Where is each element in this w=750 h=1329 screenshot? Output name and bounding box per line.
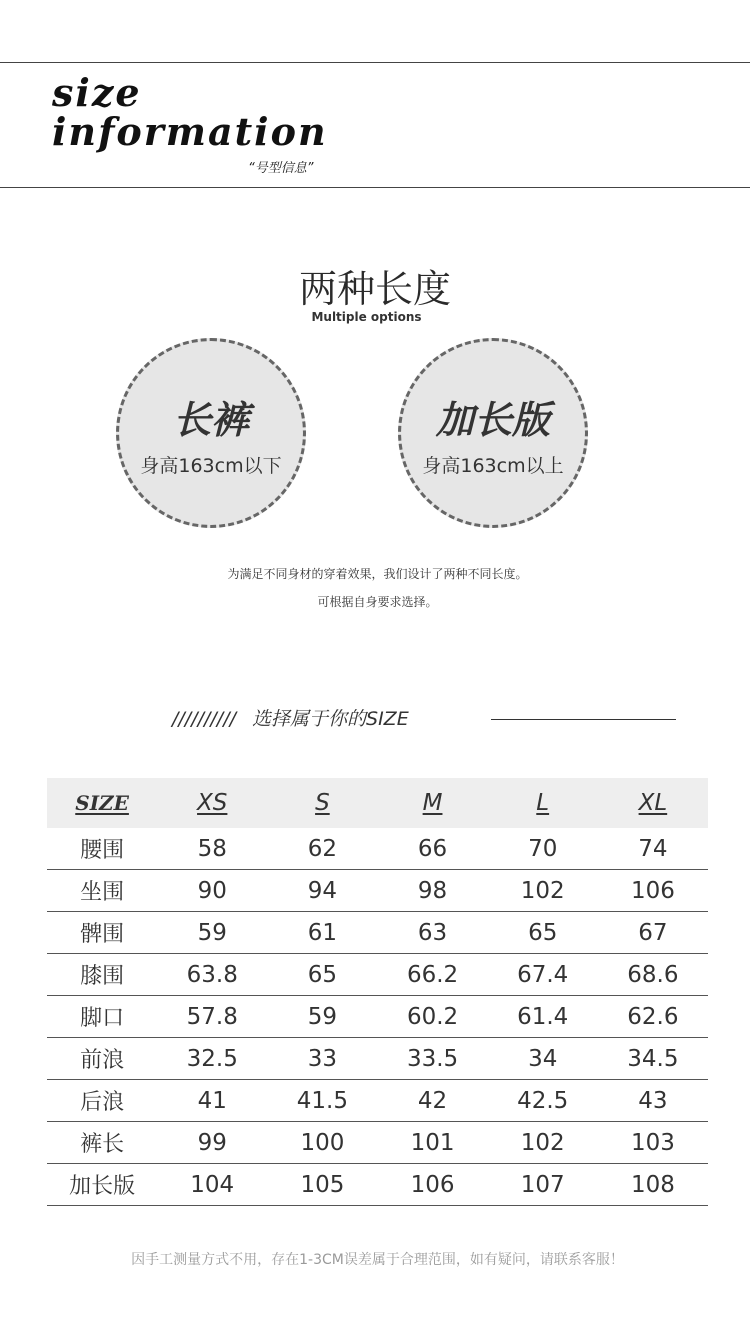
table-row: [47, 828, 708, 870]
size-table: [47, 778, 708, 1206]
table-cell: 脚口: [47, 996, 157, 1038]
table-cell: 后浪: [47, 1080, 157, 1122]
column-header: M: [377, 778, 487, 828]
table-cell: 33.5: [377, 1038, 487, 1080]
table-cell: 60.2: [377, 996, 487, 1038]
header-top-rule: [0, 62, 750, 63]
table-cell: 98: [377, 870, 487, 912]
table-row: [47, 996, 708, 1038]
table-cell: 62: [267, 828, 377, 870]
table-cell: 65: [488, 912, 598, 954]
table-cell: 57.8: [157, 996, 267, 1038]
table-cell: 100: [267, 1122, 377, 1164]
table-row: [47, 870, 708, 912]
table-row: [47, 954, 708, 996]
table-cell: 106: [377, 1164, 487, 1206]
table-row: [47, 1038, 708, 1080]
table-cell: 74: [598, 828, 708, 870]
table-row: [47, 912, 708, 954]
table-cell: 103: [598, 1122, 708, 1164]
table-header-row: [47, 778, 708, 828]
table-cell: 42.5: [488, 1080, 598, 1122]
table-cell: 94: [267, 870, 377, 912]
table-row: [47, 1164, 708, 1206]
footer-disclaimer: 因手工测量方式不用，存在1-3CM误差属于合理范围，如有疑问，请联系客服！: [131, 1252, 624, 1268]
table-cell: 坐围: [47, 870, 157, 912]
pick-size-label: 选择属于你的SIZE: [252, 708, 409, 730]
table-cell: 101: [377, 1122, 487, 1164]
table-cell: 58: [157, 828, 267, 870]
brand-line2: information: [52, 109, 328, 154]
table-cell: 42: [377, 1080, 487, 1122]
decorative-slashes: //////////: [172, 708, 237, 730]
header-bottom-rule: [0, 187, 750, 188]
column-header: S: [267, 778, 377, 828]
table-cell: 34: [488, 1038, 598, 1080]
option-desc: 身高163cm以下: [140, 455, 282, 477]
table-cell: 膝围: [47, 954, 157, 996]
options-note-line2: 可根据自身要求选择。: [317, 595, 438, 609]
table-cell: 65: [267, 954, 377, 996]
option-circle-regular: [116, 338, 306, 528]
table-cell: 33: [267, 1038, 377, 1080]
table-row: [47, 1122, 708, 1164]
table-cell: 裤长: [47, 1122, 157, 1164]
pick-size-rule: [491, 719, 676, 720]
table-cell: 107: [488, 1164, 598, 1206]
table-cell: 髀围: [47, 912, 157, 954]
table-cell: 90: [157, 870, 267, 912]
table-cell: 63.8: [157, 954, 267, 996]
table-cell: 102: [488, 870, 598, 912]
table-cell: 106: [598, 870, 708, 912]
table-cell: 59: [157, 912, 267, 954]
table-cell: 63: [377, 912, 487, 954]
option-name: 加长版: [435, 398, 550, 442]
table-cell: 腰围: [47, 828, 157, 870]
table-cell: 68.6: [598, 954, 708, 996]
table-cell: 加长版: [47, 1164, 157, 1206]
table-cell: 102: [488, 1122, 598, 1164]
table-cell: 67.4: [488, 954, 598, 996]
table-cell: 34.5: [598, 1038, 708, 1080]
option-circle-long: [398, 338, 588, 528]
option-desc: 身高163cm以上: [422, 455, 564, 477]
table-cell: 105: [267, 1164, 377, 1206]
table-cell: 104: [157, 1164, 267, 1206]
table-cell: 62.6: [598, 996, 708, 1038]
column-header: L: [488, 778, 598, 828]
table-cell: 108: [598, 1164, 708, 1206]
table-row: [47, 1080, 708, 1122]
options-note-line1: 为满足不同身材的穿着效果，我们设计了两种不同长度。: [227, 567, 528, 581]
brand-subtitle: “号型信息”: [248, 161, 314, 176]
options-title: 两种长度: [298, 267, 451, 311]
table-cell: 99: [157, 1122, 267, 1164]
table-cell: 67: [598, 912, 708, 954]
table-cell: 70: [488, 828, 598, 870]
table-cell: 32.5: [157, 1038, 267, 1080]
pick-size-heading: [172, 704, 409, 731]
column-header: XL: [598, 778, 708, 828]
column-header: SIZE: [47, 778, 157, 828]
table-cell: 41.5: [267, 1080, 377, 1122]
column-header: XS: [157, 778, 267, 828]
option-name: 长裤: [172, 398, 249, 442]
table-cell: 66.2: [377, 954, 487, 996]
table-cell: 61: [267, 912, 377, 954]
table-cell: 66: [377, 828, 487, 870]
table-cell: 41: [157, 1080, 267, 1122]
brand-line1: size: [52, 70, 142, 115]
options-subtitle: Multiple options: [311, 310, 422, 324]
table-cell: 59: [267, 996, 377, 1038]
table-cell: 43: [598, 1080, 708, 1122]
table-cell: 61.4: [488, 996, 598, 1038]
table-cell: 前浪: [47, 1038, 157, 1080]
